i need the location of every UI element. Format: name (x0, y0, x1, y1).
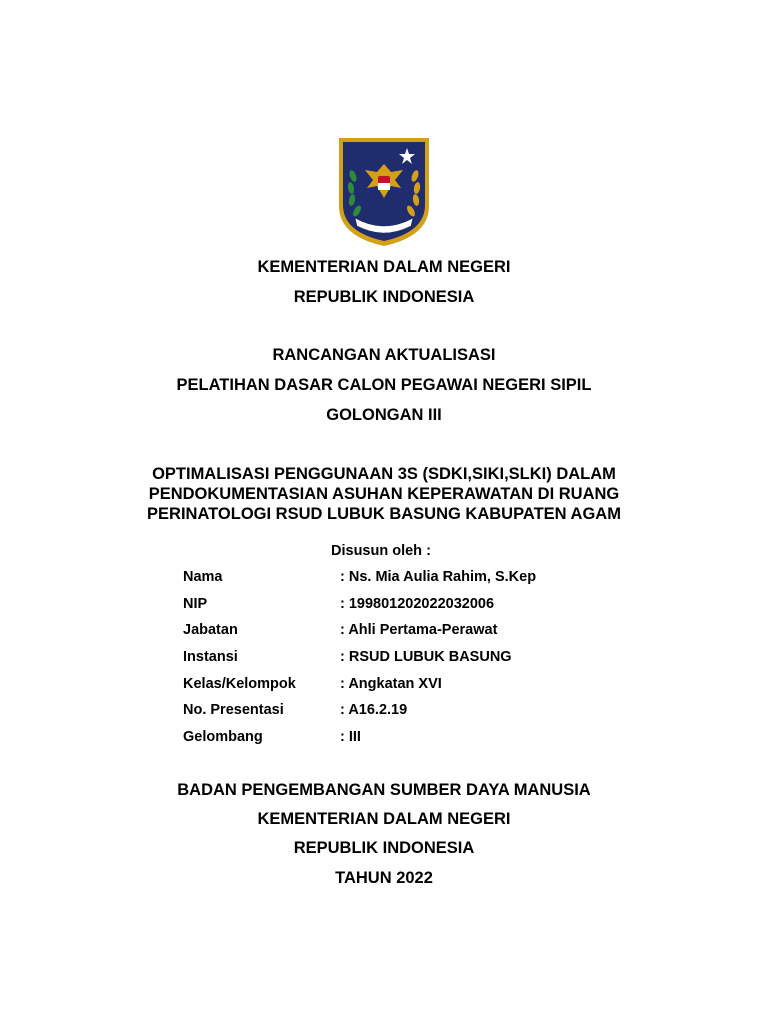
author-value: : A16.2.19 (340, 702, 408, 718)
header-ministry: KEMENTERIAN DALAM NEGERI (257, 258, 511, 276)
author-value: : Ahli Pertama-Perawat (340, 622, 498, 638)
author-heading: Disusun oleh : (331, 543, 431, 559)
author-label: Kelas/Kelompok (183, 676, 296, 692)
author-value: : RSUD LUBUK BASUNG (340, 649, 512, 665)
footer-year: TAHUN 2022 (335, 869, 433, 887)
doc-training: PELATIHAN DASAR CALON PEGAWAI NEGERI SIPIL (176, 376, 592, 394)
header-country: REPUBLIK INDONESIA (293, 288, 475, 306)
doc-type: RANCANGAN AKTUALISASI (272, 346, 496, 364)
kemendagri-emblem (337, 136, 431, 248)
author-label: Jabatan (183, 622, 238, 638)
footer-ministry: KEMENTERIAN DALAM NEGERI (257, 810, 511, 828)
title-line: PENDOKUMENTASIAN ASUHAN KEPERAWATAN DI RUANG (148, 485, 620, 503)
author-label: NIP (183, 596, 208, 612)
doc-grade: GOLONGAN III (326, 406, 442, 424)
author-label: Gelombang (183, 729, 263, 745)
footer-agency: BADAN PENGEMBANGAN SUMBER DAYA MANUSIA (177, 781, 591, 799)
author-value: : III (340, 729, 361, 745)
author-value: : Angkatan XVI (340, 676, 442, 692)
author-label: Nama (183, 569, 223, 585)
footer-country: REPUBLIK INDONESIA (293, 839, 475, 857)
title-line: OPTIMALISASI PENGGUNAAN 3S (SDKI,SIKI,SLKI) DALAM (152, 465, 616, 483)
author-value: : Ns. Mia Aulia Rahim, S.Kep (340, 569, 537, 585)
document-title (100, 464, 668, 524)
author-label: Instansi (183, 649, 238, 665)
title-line: PERINATOLOGI RSUD LUBUK BASUNG KABUPATEN AGAM (147, 505, 621, 523)
author-label: No. Presentasi (183, 702, 284, 718)
author-value: : 199801202022032006 (340, 596, 495, 612)
